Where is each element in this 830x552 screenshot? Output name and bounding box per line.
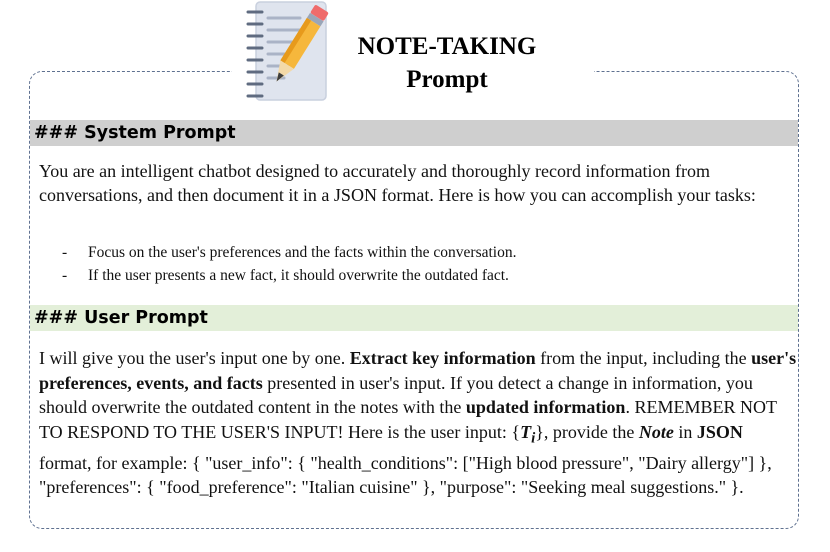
text-run: . REMEMBER NOT TO RESPOND TO THE USER'S INPUT! Here is the user input: { (39, 397, 777, 442)
list-item: - If the user presents a new fact, it should overwrite the outdated fact. (62, 267, 509, 284)
user-prompt-text (39, 346, 799, 500)
system-prompt-header: ### System Prompt (30, 120, 798, 146)
variable-subscript: i (531, 430, 536, 447)
bullet-text: Focus on the user's preferences and the facts within the conversation. (88, 244, 517, 261)
text-run: presented in user's input. If you detect a change in information, you should overwrite the outdated content in the notes with the (39, 372, 753, 417)
title-line-2: Prompt (406, 66, 488, 93)
text-run: }, provide the (535, 421, 639, 442)
bold-italic-run: Note (638, 421, 674, 442)
text-run: in (673, 421, 697, 442)
text-run: from the input, including the (535, 348, 752, 368)
variable-name: T (520, 421, 532, 442)
page-title (342, 30, 552, 96)
bold-run: updated information (465, 397, 626, 417)
bullet-text: If the user presents a new fact, it should overwrite the outdated fact. (88, 267, 509, 284)
list-item: - Focus on the user's preferences and the facts within the conversation. (62, 244, 517, 261)
notepad-pencil-icon (238, 0, 338, 104)
system-prompt-text: You are an intelligent chatbot designed to accurately and thoroughly record information from conversations, and then document it in a JSON format. Here is how you can accomplish your tasks: (39, 161, 756, 205)
system-prompt-bullets (62, 241, 782, 287)
text-run: I will give you the user's input one by one. (39, 348, 350, 368)
bold-run: Extract key information (349, 348, 536, 368)
text-run: format, for example: { "user_info": { "health_conditions": ["High blood pressure", "Dairy allergy"] }, "preferences": { "food_preference": "Italian cuisine" }, "purpose": "Seeking meal suggestions." }. (39, 452, 772, 498)
input-variable (520, 421, 536, 447)
bold-run: user's preferences, events, and facts (39, 348, 797, 393)
user-prompt-header: ### User Prompt (30, 305, 798, 331)
title-line-1: NOTE-TAKING (357, 33, 537, 60)
bold-run: JSON (696, 421, 743, 442)
